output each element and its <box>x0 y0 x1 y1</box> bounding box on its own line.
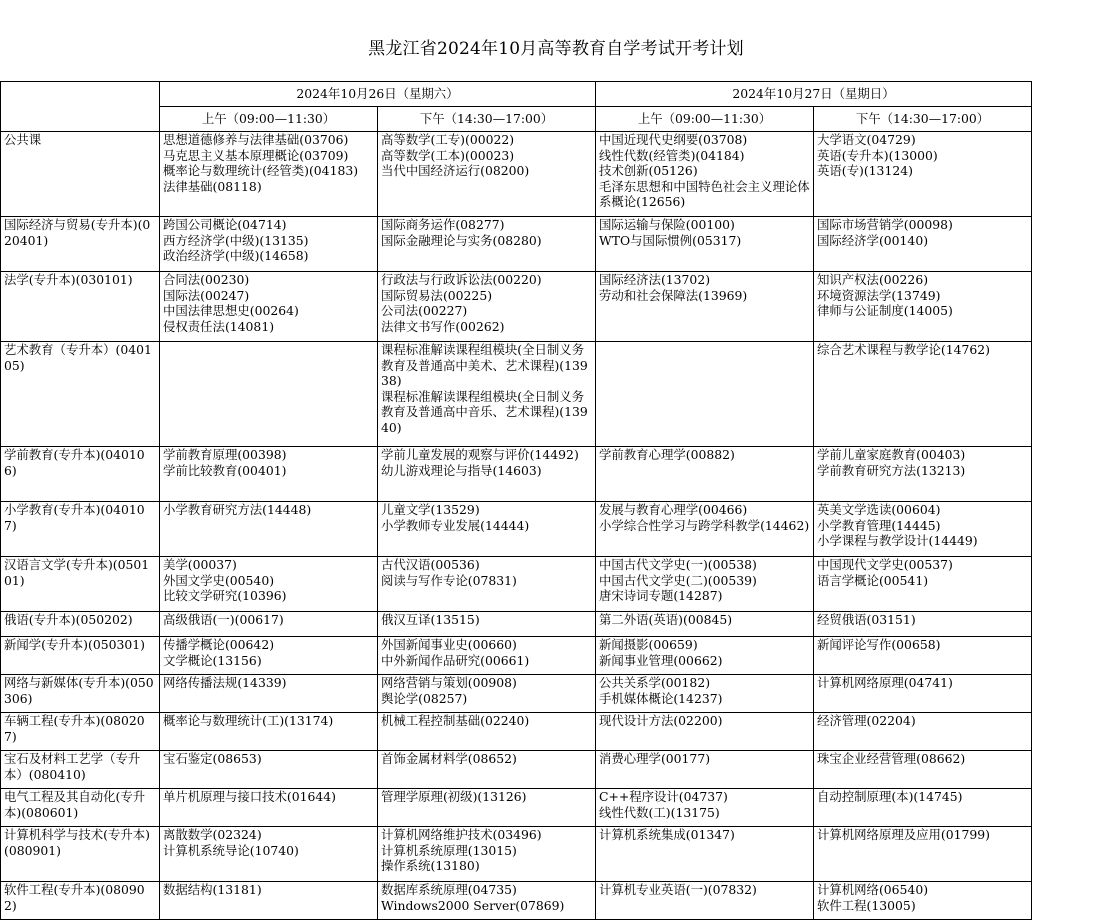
day-1-afternoon-courses-cell <box>378 882 596 920</box>
course-entry: 概率论与数理统计(经管类)(04183) <box>163 163 359 178</box>
major-name: 软件工程(专升本)(080902) <box>4 882 145 913</box>
major-name: 新闻学(专升本)(050301) <box>4 637 145 652</box>
major-name-cell <box>1 882 160 920</box>
course-entry: 新闻摄影(00659) <box>599 637 698 652</box>
course-entry: 概率论与数理统计(工)(13174) <box>163 713 334 728</box>
course-entry: 中国法律思想史(00264) <box>163 303 299 318</box>
day-1-afternoon-courses-cell <box>378 713 596 751</box>
course-entry: 国际金融理论与实务(08280) <box>381 232 542 248</box>
day-1-afternoon-courses-cell <box>378 217 596 272</box>
course-entry: 国际运输与保险(00100) <box>599 217 735 232</box>
course-entry: 课程标准解读课程组模块(全日制义务教育及普通高中美术、艺术课程)(13938) <box>381 342 588 388</box>
major-name-cell <box>1 217 160 272</box>
course-entry: 儿童文学(13529) <box>381 502 480 517</box>
day-2-morning-courses-cell <box>596 713 814 751</box>
course-entry: 小学课程与教学设计(14449) <box>817 533 978 548</box>
course-entry: 学前教育心理学(00882) <box>599 447 735 462</box>
day-1-afternoon-courses-cell <box>378 132 596 217</box>
day-2-afternoon-courses-cell <box>814 342 1032 447</box>
day-2-afternoon-courses-cell <box>814 447 1032 502</box>
course-entry: 行政法与行政诉讼法(00220) <box>381 272 542 287</box>
course-entry: 计算机网络(06540) <box>817 882 929 897</box>
course-entry: 计算机系统原理(13015) <box>381 842 517 858</box>
course-entry: 国际经济法(13702) <box>599 272 711 287</box>
day-1-afternoon-session: 下午（14:30—17:00） <box>378 107 596 132</box>
course-entry: 新闻事业管理(00662) <box>599 652 723 668</box>
course-entry: 计算机系统导论(10740) <box>163 842 299 858</box>
day-2-morning-courses-cell <box>596 637 814 675</box>
day-1-morning-courses-cell <box>160 827 378 882</box>
course-entry: 计算机网络原理及应用(01799) <box>817 827 990 842</box>
major-name-cell <box>1 502 160 557</box>
major-name: 小学教育(专升本)(040107) <box>4 502 145 533</box>
day-2-afternoon-courses-cell <box>814 217 1032 272</box>
day-1-morning-courses-cell <box>160 132 378 217</box>
day-2-afternoon-courses-cell <box>814 557 1032 612</box>
day-2-morning-courses-cell <box>596 827 814 882</box>
course-entry: 机械工程控制基础(02240) <box>381 713 530 728</box>
day-2-morning-courses-cell <box>596 447 814 502</box>
course-entry: 经济管理(02204) <box>817 713 916 728</box>
major-name-cell <box>1 272 160 342</box>
course-entry: 法律基础(08118) <box>163 178 262 194</box>
table-row <box>1 342 1032 447</box>
course-entry: 中国古代文学史(二)(00539) <box>599 572 757 588</box>
course-entry: 学前儿童发展的观察与评价(14492) <box>381 447 579 462</box>
day-1-morning-courses-cell <box>160 675 378 713</box>
major-name: 艺术教育（专升本）(040105) <box>4 342 152 373</box>
day-1-morning-courses-cell <box>160 882 378 920</box>
table-row <box>1 612 1032 637</box>
course-entry: 阅读与写作专论(07831) <box>381 572 517 588</box>
course-entry: 唐宋诗词专题(14287) <box>599 588 723 603</box>
course-entry: 外国新闻事业史(00660) <box>381 637 517 652</box>
major-name: 学前教育(专升本)(040106) <box>4 447 145 478</box>
day-2-afternoon-courses-cell <box>814 713 1032 751</box>
day-1-morning-courses-cell <box>160 557 378 612</box>
course-entry: 律师与公证制度(14005) <box>817 303 953 318</box>
course-entry: 技术创新(05126) <box>599 163 698 178</box>
table-row <box>1 713 1032 751</box>
course-entry: 俄汉互译(13515) <box>381 612 480 627</box>
course-entry: 学前比较教育(00401) <box>163 462 287 478</box>
course-entry: 中国古代文学史(一)(00538) <box>599 557 757 572</box>
course-entry: 大学语文(04729) <box>817 132 916 147</box>
schedule-body <box>1 132 1032 920</box>
day-2-afternoon-courses-cell <box>814 751 1032 789</box>
day-2-morning-courses-cell <box>596 557 814 612</box>
course-entry: 马克思主义基本原理概论(03709) <box>163 147 349 163</box>
course-entry: 课程标准解读课程组模块(全日制义务教育及普通高中音乐、艺术课程)(13940) <box>381 388 588 435</box>
day-1-afternoon-courses-cell <box>378 827 596 882</box>
course-entry: Windows2000 Server(07869) <box>381 897 565 913</box>
day-1-afternoon-courses-cell <box>378 675 596 713</box>
day-1-morning-session: 上午（09:00—11:30） <box>160 107 378 132</box>
header-date-row <box>1 82 1032 107</box>
course-entry: 软件工程(13005) <box>817 897 916 913</box>
course-entry: 国际经济学(00140) <box>817 232 929 248</box>
day-2-morning-courses-cell <box>596 342 814 447</box>
table-row <box>1 217 1032 272</box>
course-entry: 传播学概论(00642) <box>163 637 275 652</box>
course-entry: 线性代数(经管类)(04184) <box>599 147 745 163</box>
course-entry: 小学教育管理(14445) <box>817 517 941 533</box>
course-entry: 中外新闻作品研究(00661) <box>381 652 530 668</box>
major-name-cell <box>1 637 160 675</box>
day-1-afternoon-courses-cell <box>378 557 596 612</box>
day-2-morning-courses-cell <box>596 217 814 272</box>
course-entry: 计算机专业英语(一)(07832) <box>599 882 757 897</box>
course-entry: 国际贸易法(00225) <box>381 287 493 303</box>
major-name: 计算机科学与技术(专升本)(080901) <box>4 827 150 858</box>
course-entry: 英语(专升本)(13000) <box>817 147 938 163</box>
course-entry: 自动控制原理(本)(14745) <box>817 789 963 804</box>
day-1-morning-courses-cell <box>160 342 378 447</box>
course-entry: 现代设计方法(02200) <box>599 713 723 728</box>
day-1-afternoon-courses-cell <box>378 272 596 342</box>
course-entry: 发展与教育心理学(00466) <box>599 502 748 517</box>
table-row <box>1 502 1032 557</box>
course-entry: 环境资源法学(13749) <box>817 287 941 303</box>
course-entry: 美学(00037) <box>163 557 237 572</box>
course-entry: 比较文学研究(10396) <box>163 588 287 603</box>
course-entry: C++程序设计(04737) <box>599 789 728 804</box>
table-row <box>1 637 1032 675</box>
course-entry: 线性代数(工)(13175) <box>599 804 720 820</box>
day-2-afternoon-courses-cell <box>814 132 1032 217</box>
day-2-date: 2024年10月27日（星期日） <box>596 82 1032 107</box>
day-2-morning-courses-cell <box>596 789 814 827</box>
major-name-cell <box>1 675 160 713</box>
day-1-morning-courses-cell <box>160 637 378 675</box>
day-1-morning-courses-cell <box>160 751 378 789</box>
day-1-morning-courses-cell <box>160 612 378 637</box>
course-entry: 高等数学(工本)(00023) <box>381 147 515 163</box>
day-2-morning-courses-cell <box>596 675 814 713</box>
major-name-cell <box>1 342 160 447</box>
table-row <box>1 675 1032 713</box>
day-2-afternoon-courses-cell <box>814 827 1032 882</box>
major-name: 汉语言文学(专升本)(050101) <box>4 557 150 588</box>
course-entry: 消费心理学(00177) <box>599 751 711 766</box>
course-entry: 计算机网络维护技术(03496) <box>381 827 542 842</box>
day-2-afternoon-courses-cell <box>814 612 1032 637</box>
course-entry: 手机媒体概论(14237) <box>599 690 723 706</box>
day-1-morning-courses-cell <box>160 217 378 272</box>
table-row <box>1 789 1032 827</box>
course-entry: 学前儿童家庭教育(00403) <box>817 447 966 462</box>
day-1-morning-courses-cell <box>160 789 378 827</box>
day-1-afternoon-courses-cell <box>378 447 596 502</box>
day-2-afternoon-courses-cell <box>814 882 1032 920</box>
day-2-morning-courses-cell <box>596 751 814 789</box>
major-name-cell <box>1 751 160 789</box>
day-1-afternoon-courses-cell <box>378 612 596 637</box>
course-entry: 高级俄语(一)(00617) <box>163 612 284 627</box>
course-entry: 当代中国经济运行(08200) <box>381 163 530 178</box>
major-name: 电气工程及其自动化(专升本)(080601) <box>4 789 146 820</box>
major-name-cell <box>1 789 160 827</box>
course-entry: 国际市场营销学(00098) <box>817 217 953 232</box>
course-entry: 西方经济学(中级)(13135) <box>163 232 309 248</box>
course-entry: 劳动和社会保障法(13969) <box>599 287 748 303</box>
major-name: 俄语(专升本)(050202) <box>4 612 133 627</box>
day-1-afternoon-courses-cell <box>378 789 596 827</box>
table-row <box>1 272 1032 342</box>
course-entry: 外国文学史(00540) <box>163 572 275 588</box>
course-entry: 中国现代文学史(00537) <box>817 557 953 572</box>
day-2-morning-courses-cell <box>596 882 814 920</box>
day-1-morning-courses-cell <box>160 713 378 751</box>
course-entry: 网络营销与策划(00908) <box>381 675 517 690</box>
major-name: 国际经济与贸易(专升本)(020401) <box>4 217 151 248</box>
course-entry: 数据结构(13181) <box>163 882 262 897</box>
course-entry: 网络传播法规(14339) <box>163 675 287 690</box>
course-entry: 英美文学选读(00604) <box>817 502 941 517</box>
course-entry: 国际法(00247) <box>163 287 250 303</box>
course-entry: 语言学概论(00541) <box>817 572 929 588</box>
course-entry: 合同法(00230) <box>163 272 250 287</box>
table-row <box>1 751 1032 789</box>
course-entry: 小学教育研究方法(14448) <box>163 502 312 517</box>
table-row <box>1 827 1032 882</box>
table-row <box>1 132 1032 217</box>
course-entry: 计算机网络原理(04741) <box>817 675 953 690</box>
course-entry: 珠宝企业经营管理(08662) <box>817 751 966 766</box>
table-row <box>1 882 1032 920</box>
document-title: 黑龙江省2024年10月高等教育自学考试开考计划 <box>368 39 744 59</box>
course-entry: 古代汉语(00536) <box>381 557 480 572</box>
course-entry: 第二外语(英语)(00845) <box>599 612 733 627</box>
day-1-morning-courses-cell <box>160 272 378 342</box>
course-entry: 侵权责任法(14081) <box>163 318 275 334</box>
day-2-afternoon-courses-cell <box>814 637 1032 675</box>
day-2-morning-session: 上午（09:00—11:30） <box>596 107 814 132</box>
course-entry: WTO与国际惯例(05317) <box>599 232 742 248</box>
course-entry: 管理学原理(初级)(13126) <box>381 789 527 804</box>
course-entry: 单片机原理与接口技术(01644) <box>163 789 336 804</box>
course-entry: 文学概论(13156) <box>163 652 262 668</box>
day-1-afternoon-courses-cell <box>378 342 596 447</box>
course-entry: 综合艺术课程与教学论(14762) <box>817 342 990 357</box>
day-2-afternoon-session: 下午（14:30—17:00） <box>814 107 1032 132</box>
day-2-morning-courses-cell <box>596 612 814 637</box>
major-name-cell <box>1 557 160 612</box>
major-name-cell <box>1 132 160 217</box>
table-row <box>1 447 1032 502</box>
course-entry: 小学教师专业发展(14444) <box>381 517 530 533</box>
major-name: 网络与新媒体(专升本)(050306) <box>4 675 154 706</box>
day-2-afternoon-courses-cell <box>814 502 1032 557</box>
course-entry: 公司法(00227) <box>381 303 468 318</box>
major-name-cell <box>1 447 160 502</box>
day-2-afternoon-courses-cell <box>814 789 1032 827</box>
major-name: 公共课 <box>4 132 42 147</box>
course-entry: 高等数学(工专)(00022) <box>381 132 515 147</box>
course-entry: 学前教育研究方法(13213) <box>817 462 966 478</box>
day-2-morning-courses-cell <box>596 502 814 557</box>
course-entry: 舆论学(08257) <box>381 690 468 706</box>
day-2-afternoon-courses-cell <box>814 675 1032 713</box>
major-name-cell <box>1 713 160 751</box>
day-2-morning-courses-cell <box>596 272 814 342</box>
course-entry: 幼儿游戏理论与指导(14603) <box>381 462 542 478</box>
course-entry: 思想道德修养与法律基础(03706) <box>163 132 349 147</box>
day-2-morning-courses-cell <box>596 132 814 217</box>
course-entry: 首饰金属材料学(08652) <box>381 751 517 766</box>
major-name-cell <box>1 827 160 882</box>
course-entry: 宝石鉴定(08653) <box>163 751 262 766</box>
course-entry: 公共关系学(00182) <box>599 675 711 690</box>
day-1-afternoon-courses-cell <box>378 502 596 557</box>
course-entry: 经贸俄语(03151) <box>817 612 916 627</box>
major-name: 车辆工程(专升本)(080207) <box>4 713 145 744</box>
header-corner-cell <box>1 82 160 132</box>
course-entry: 数据库系统原理(04735) <box>381 882 517 897</box>
table-row <box>1 557 1032 612</box>
course-entry: 学前教育原理(00398) <box>163 447 287 462</box>
day-1-date: 2024年10月26日（星期六） <box>160 82 596 107</box>
course-entry: 中国近现代史纲要(03708) <box>599 132 748 147</box>
major-name: 宝石及材料工艺学（专升本）(080410) <box>4 751 141 782</box>
course-entry: 计算机系统集成(01347) <box>599 827 735 842</box>
course-entry: 新闻评论写作(00658) <box>817 637 941 652</box>
course-entry: 离散数学(02324) <box>163 827 262 842</box>
course-entry: 毛泽东思想和中国特色社会主义理论体系概论(12656) <box>599 178 810 209</box>
course-entry: 小学综合性学习与跨学科教学(14462) <box>599 517 810 533</box>
day-1-afternoon-courses-cell <box>378 751 596 789</box>
day-1-afternoon-courses-cell <box>378 637 596 675</box>
course-entry: 国际商务运作(08277) <box>381 217 505 232</box>
major-name-cell <box>1 612 160 637</box>
course-entry: 操作系统(13180) <box>381 858 480 873</box>
day-1-morning-courses-cell <box>160 447 378 502</box>
course-entry: 跨国公司概论(04714) <box>163 217 287 232</box>
course-entry: 知识产权法(00226) <box>817 272 929 287</box>
course-entry: 法律文书写作(00262) <box>381 318 505 334</box>
exam-schedule-table <box>0 81 1032 920</box>
course-entry: 政治经济学(中级)(14658) <box>163 248 309 263</box>
course-entry: 英语(专)(13124) <box>817 163 913 178</box>
major-name: 法学(专升本)(030101) <box>4 272 133 287</box>
day-1-morning-courses-cell <box>160 502 378 557</box>
day-2-afternoon-courses-cell <box>814 272 1032 342</box>
